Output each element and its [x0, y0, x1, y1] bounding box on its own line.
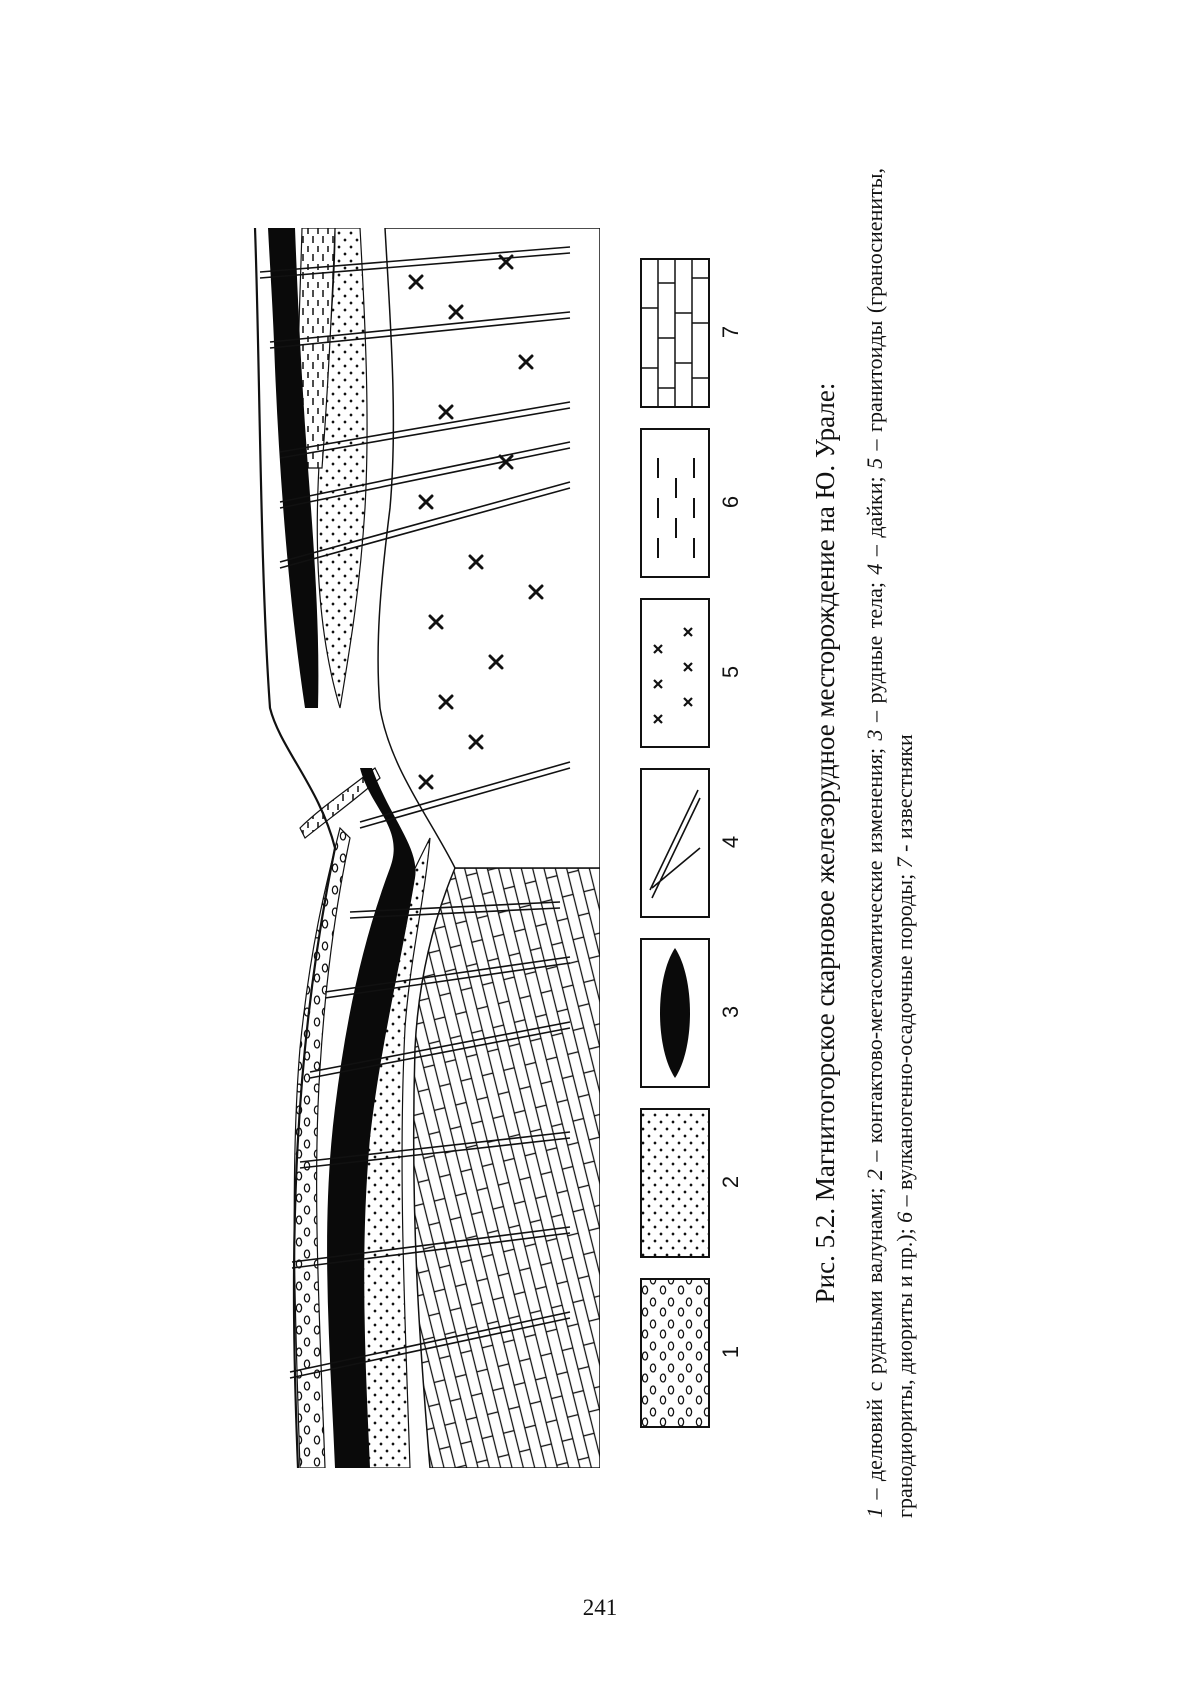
- caption-num-5: 5: [862, 457, 887, 469]
- caption-text-3: – рудные тела;: [862, 574, 887, 730]
- legend-swatch-dots: [640, 1108, 710, 1258]
- caption-num-3: 3: [862, 729, 887, 741]
- legend-item-2: [640, 1108, 750, 1258]
- legend-swatch-dike-lines: [640, 768, 710, 918]
- caption-text-7: - известняки: [892, 734, 917, 858]
- legend-swatch-black-lens: [640, 938, 710, 1088]
- legend-item-4: [640, 768, 750, 918]
- caption-num-7: 7: [892, 857, 917, 869]
- caption-text-4: – дайки;: [862, 468, 887, 564]
- legend-swatch-ovals: [640, 1278, 710, 1428]
- caption-num-4: 4: [862, 563, 887, 575]
- legend-number: 4: [718, 835, 743, 849]
- legend-number: 5: [718, 665, 743, 679]
- rotated-figure-block: [240, 148, 960, 1548]
- caption-text-5: – гранитоиды (граносиениты, гранодиориты, диориты и пр.);: [862, 167, 917, 1518]
- limestone-body: [414, 868, 600, 1468]
- granitoid-body: [378, 228, 600, 868]
- legend-swatch-bricks: [640, 258, 710, 408]
- figure-title: Рис. 5.2. Магнитогорское скарновое железорудное месторождение на Ю. Урале:: [810, 382, 840, 1304]
- caption-text-2: – контактово-метасоматические изменения;: [862, 740, 887, 1170]
- legend-swatch-crosses: [640, 598, 710, 748]
- caption-text-6: – вулканогенно-осадочные породы;: [892, 868, 917, 1212]
- caption-text-1: – делювий с рудными валунами;: [862, 1180, 887, 1507]
- caption-num-1: 1: [862, 1507, 887, 1518]
- legend: [640, 258, 780, 1428]
- page-number: 241: [582, 1595, 618, 1620]
- caption-num-6: 6: [892, 1211, 917, 1223]
- legend-number: 3: [718, 1005, 743, 1019]
- legend-item-1: [640, 1278, 750, 1428]
- legend-number: 2: [718, 1175, 743, 1189]
- legend-swatch-dashes: [640, 428, 710, 578]
- legend-item-6: [640, 428, 750, 578]
- legend-number: 6: [718, 495, 743, 509]
- legend-item-5: [640, 598, 750, 748]
- figure-caption: [860, 168, 920, 1518]
- legend-number: 7: [718, 325, 743, 339]
- legend-item-3: [640, 938, 750, 1088]
- legend-item-7: [640, 258, 750, 408]
- geological-cross-section: [240, 228, 600, 1468]
- legend-number: 1: [718, 1345, 743, 1359]
- caption-num-2: 2: [862, 1169, 887, 1181]
